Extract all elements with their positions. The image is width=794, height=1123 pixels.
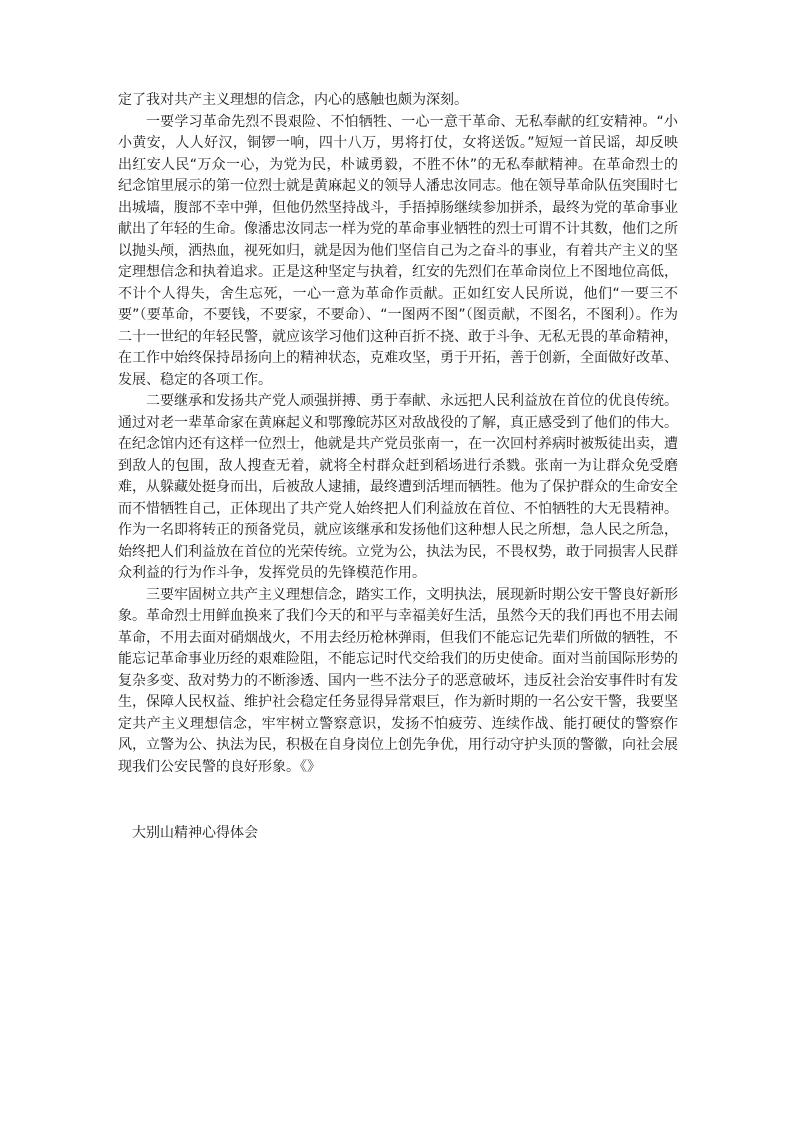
paragraph-continuation: 定了我对共产主义理想的信念，内心的感触也颇为深刻。 <box>118 92 468 108</box>
paragraph-hongan-spirit: 一要学习革命先烈不畏艰险、不怕牺牲、一心一意干革命、无私奉献的红安精神。“小小黄安，人人好汉，铜锣一响，四十八万，男将打仗，女将送饭。”短短一首民谣，却反映出红安人民“万众一心，为党为民，朴诚勇毅，不胜不休”的无私奉献精神。在革命烈士的纪念馆里展示的第一位烈士就是黄麻起义的领导人潘忠汝同志。他在领导革命队伍突围时七出城墙，腹部不幸中弹，但他仍然坚持战斗，手捂掉肠继续参加拼杀，最终为党的革命事业献出了年轻的生命。像潘忠汝同志一样为党的革命事业牺牲的烈士可谓不计其数，他们之所以抛头颅，洒热血，视死如归，就是因为他们坚信自己为之奋斗的事业，有着共产主义的坚定理想信念和执着追求。正是这种坚定与执着，红安的先烈们在革命岗位上不图地位高低，不计个人得失，舍生忘死，一心一意为革命作贡献。正如红安人民所说，他们“一要三不要”（要革命，不要钱，不要家，不要命）、“一图两不图”（图贡献，不图名，不图利）。作为二十一世纪的年轻民警，就应该学习他们这种百折不挠、敢于斗争、无私无畏的革命精神，在工作中始终保持昂扬向上的精神状态，克难攻坚，勇于开拓，善于创新，全面做好改革、发展、稳定的各项工作。 <box>118 113 678 388</box>
next-article-title: 大别山精神心得体会 <box>132 825 258 841</box>
paragraph-ideal-belief: 三要牢固树立共产主义理想信念，踏实工作，文明执法，展现新时期公安干警良好新形象。革命烈士用鲜血换来了我们今天的和平与幸福美好生活，虽然今天的我们再也不用去闹革命，不用去面对硝烟战火，不用去经历枪林弹雨，但我们不能忘记先辈们所做的牺牲，不能忘记革命事业历经的艰难险阻，不能忘记时代交给我们的历史使命。面对当前国际形势的复杂多变、敌对势力的不断渗透、国内一些不法分子的恶意破坏，违反社会治安事件时有发生，保障人民权益、维护社会稳定任务显得异常艰巨，作为新时期的一名公安干警，我要坚定共产主义理想信念，牢牢树立警察意识，发扬不怕疲劳、连续作战、能打硬仗的警察作风，立警为公、执法为民，积极在自身岗位上创先争优，用行动守护头顶的警徽，向社会展现我们公安民警的良好形象。《》 <box>118 586 678 775</box>
paragraph-party-tradition: 二要继承和发扬共产党人顽强拼搏、勇于奉献、永远把人民利益放在首位的优良传统。通过对老一辈革命家在黄麻起义和鄂豫皖苏区对敌战役的了解，真正感受到了他们的伟大。在纪念馆内还有这样一位烈士，他就是共产党员张南一，在一次回村养病时被叛徒出卖，遭到敌人的包围，敌人搜查无着，就将全村群众赶到稻场进行杀戮。张南一为让群众免受磨难，从躲藏处挺身而出，后被敌人逮捕，最终遭到活埋而牺牲。他为了保护群众的生命安全而不惜牺牲自己，正体现出了共产党人始终把人们利益放在首位、不怕牺牲的大无畏精神。作为一名即将转正的预备党员，就应该继承和发扬他们这种想人民之所想，急人民之所急，始终把人们利益放在首位的光荣传统。立党为公，执法为民，不畏权势，敢于同损害人民群众利益的行为作斗争，发挥党员的先锋模范作用。 <box>118 393 678 581</box>
document-body <box>118 90 678 778</box>
